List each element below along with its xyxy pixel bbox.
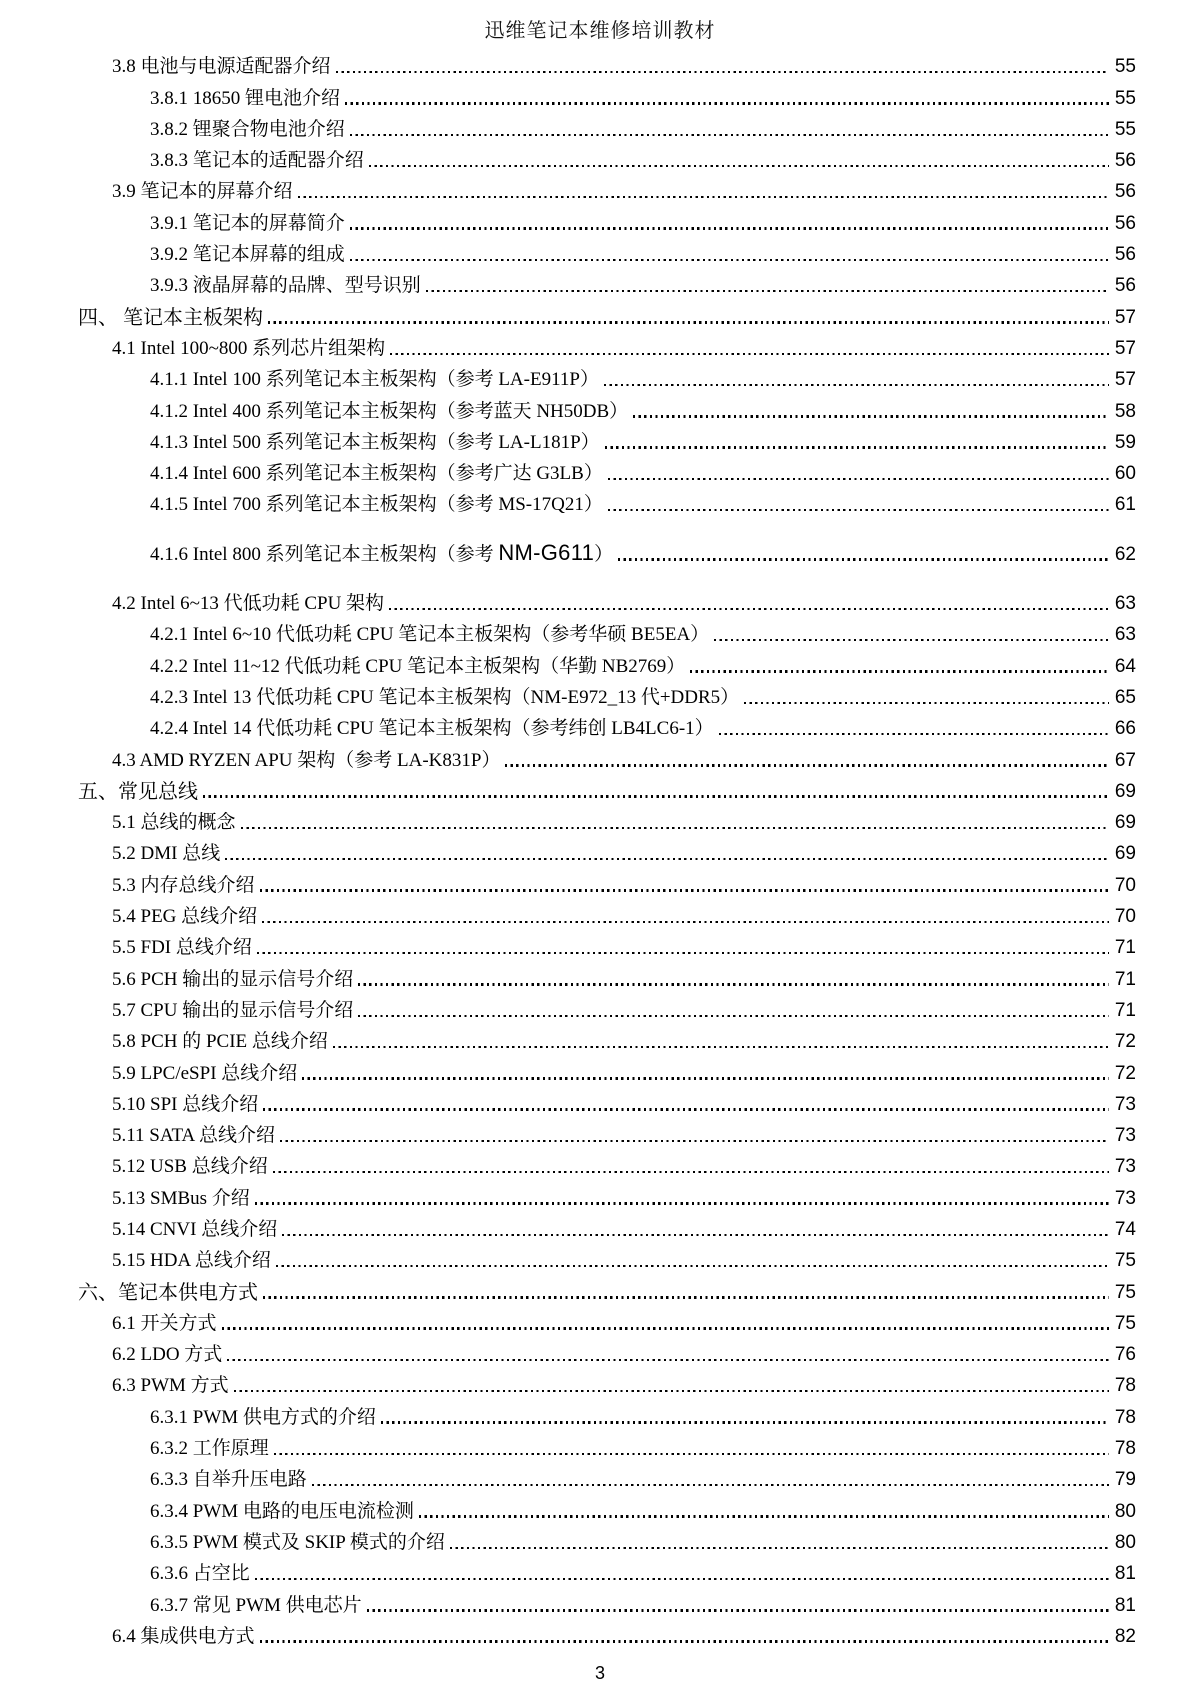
- toc-entry-label: 四、 笔记本主板架构: [78, 306, 263, 329]
- toc-entry-label: 6.3.5 PWM 模式及 SKIP 模式的介绍: [150, 1531, 445, 1553]
- toc-entry-page: 60: [1114, 463, 1136, 485]
- toc-entry-label: 4.2 Intel 6~13 代低功耗 CPU 架构: [112, 593, 385, 615]
- toc-entry[interactable]: [78, 647, 1136, 678]
- toc-entry[interactable]: [78, 1398, 1136, 1429]
- toc-entry-label: 3.8.3 笔记本的适配器介绍: [150, 150, 364, 172]
- dot-leader: [281, 1211, 1112, 1242]
- toc-entry-page: 73: [1114, 1093, 1136, 1115]
- dot-leader: [617, 535, 1112, 566]
- toc-entry-page: 73: [1114, 1187, 1136, 1209]
- toc-entry-page: 59: [1114, 431, 1136, 453]
- toc-entry-label: 4.1.2 Intel 400 系列笔记本主板架构（参考蓝天 NH50DB）: [150, 400, 629, 422]
- toc-entry-label: 6.3.1 PWM 供电方式的介绍: [150, 1406, 376, 1428]
- toc-entry[interactable]: [78, 773, 1136, 804]
- toc-entry-label: 3.9.1 笔记本的屏幕简介: [150, 212, 345, 234]
- toc-entry[interactable]: [78, 79, 1136, 110]
- toc-entry-label: 6.3.4 PWM 电路的电压电流检测: [150, 1500, 414, 1522]
- dot-leader: [332, 1023, 1112, 1054]
- dot-leader: [349, 204, 1112, 235]
- toc-entry-page: 65: [1114, 686, 1136, 708]
- dot-leader: [267, 298, 1112, 329]
- dot-leader: [418, 1492, 1112, 1523]
- dot-leader: [504, 741, 1111, 772]
- toc-entry-label: 5.15 HDA 总线介绍: [112, 1250, 271, 1272]
- toc-entry-page: 63: [1114, 624, 1136, 646]
- toc-entry-label: 6.3.6 占空比: [150, 1563, 250, 1585]
- toc-entry[interactable]: [78, 111, 1136, 142]
- toc-entry-highlight: NM-G611: [498, 539, 595, 565]
- toc-entry-label: 5.8 PCH 的 PCIE 总线介绍: [112, 1031, 328, 1053]
- dot-leader: [256, 929, 1112, 960]
- toc-entry-page: 55: [1114, 56, 1136, 78]
- toc-entry[interactable]: [78, 804, 1136, 835]
- toc-entry[interactable]: [78, 1555, 1136, 1586]
- toc-entry-label: 4.1.6 Intel 800 系列笔记本主板架构（参考 NM-G611）: [150, 539, 614, 565]
- dot-leader: [224, 835, 1112, 866]
- toc-entry-page: 75: [1114, 1250, 1136, 1272]
- toc-entry-page: 56: [1114, 181, 1136, 203]
- toc-entry-page: 69: [1114, 780, 1136, 802]
- toc-entry-label: 5.14 CNVI 总线介绍: [112, 1218, 278, 1240]
- toc-entry-label: 4.2.2 Intel 11~12 代低功耗 CPU 笔记本主板架构（华勤 NB2769）: [150, 655, 686, 677]
- footer-page-number: 3: [594, 1663, 605, 1683]
- dot-leader: [357, 960, 1112, 991]
- toc-entry[interactable]: [78, 267, 1136, 298]
- toc-entry-label: 4.3 AMD RYZEN APU 架构（参考 LA-K831P）: [112, 749, 501, 771]
- dot-leader: [240, 804, 1112, 835]
- dot-leader: [344, 79, 1112, 110]
- dot-leader: [349, 111, 1112, 142]
- toc-entry-label: 5.3 内存总线介绍: [112, 874, 255, 896]
- toc-entry-page: 73: [1114, 1156, 1136, 1178]
- dot-leader: [262, 1273, 1112, 1304]
- toc-entry-label: 3.9.3 液晶屏幕的品牌、型号识别: [150, 275, 421, 297]
- toc-entry[interactable]: [78, 1492, 1136, 1523]
- toc-entry[interactable]: [78, 866, 1136, 897]
- toc-entry-label: 6.1 开关方式: [112, 1312, 217, 1334]
- toc-entry-label: 4.1.1 Intel 100 系列笔记本主板架构（参考 LA-E911P）: [150, 369, 599, 391]
- toc-entry-page: 75: [1114, 1281, 1136, 1303]
- dot-leader: [632, 392, 1112, 423]
- dot-leader: [718, 710, 1112, 741]
- toc-entry[interactable]: [78, 1336, 1136, 1367]
- dot-leader: [388, 585, 1112, 616]
- toc-entry-label: 4.1 Intel 100~800 系列芯片组架构: [112, 337, 386, 359]
- toc-entry-page: 71: [1114, 937, 1136, 959]
- toc-entry-label: 5.11 SATA 总线介绍: [112, 1125, 275, 1147]
- toc-entry[interactable]: [78, 679, 1136, 710]
- dot-leader: [221, 1305, 1112, 1336]
- toc-entry-label: 5.10 SPI 总线介绍: [112, 1093, 259, 1115]
- toc-entry-label: 5.7 CPU 输出的显示信号介绍: [112, 999, 354, 1021]
- toc-entry-label: 六、笔记本供电方式: [78, 1281, 258, 1304]
- toc-entry[interactable]: [78, 1179, 1136, 1210]
- toc-entry-label: 6.3 PWM 方式: [112, 1375, 229, 1397]
- toc-entry[interactable]: [78, 1524, 1136, 1555]
- toc-entry-label: 6.3.7 常见 PWM 供电芯片: [150, 1594, 362, 1616]
- toc-entry-page: 78: [1114, 1406, 1136, 1428]
- toc-entry-page: 69: [1114, 843, 1136, 865]
- toc-entry[interactable]: [78, 298, 1136, 329]
- dot-leader: [449, 1524, 1112, 1555]
- toc-entry-label: 五、常见总线: [78, 780, 198, 803]
- toc-entry-label: 5.1 总线的概念: [112, 812, 236, 834]
- toc-entry-page: 76: [1114, 1344, 1136, 1366]
- toc-entry[interactable]: [78, 330, 1136, 361]
- toc-entry-label: 6.2 LDO 方式: [112, 1344, 223, 1366]
- toc-entry-page: 80: [1114, 1531, 1136, 1553]
- toc-entry-page: 57: [1114, 306, 1136, 328]
- toc-entry-label: 4.2.1 Intel 6~10 代低功耗 CPU 笔记本主板架构（参考华硕 BE5EA）: [150, 624, 710, 646]
- toc-entry-label: 5.5 FDI 总线介绍: [112, 937, 252, 959]
- dot-leader: [311, 1461, 1112, 1492]
- toc-entry[interactable]: [78, 1242, 1136, 1273]
- toc-entry[interactable]: [78, 48, 1136, 79]
- dot-leader: [389, 330, 1112, 361]
- dot-leader: [279, 1117, 1112, 1148]
- toc-entry-page: 56: [1114, 244, 1136, 266]
- dot-leader: [689, 647, 1112, 678]
- toc-entry[interactable]: [78, 142, 1136, 173]
- toc-entry[interactable]: [78, 1023, 1136, 1054]
- toc-entry-page: 81: [1114, 1594, 1136, 1616]
- toc-entry[interactable]: [78, 424, 1136, 455]
- toc-entry-page: 71: [1114, 999, 1136, 1021]
- toc-entry[interactable]: [78, 960, 1136, 991]
- toc-entry-label: 3.9.2 笔记本屏幕的组成: [150, 244, 345, 266]
- dot-leader: [233, 1367, 1112, 1398]
- toc-entry-page: 62: [1114, 543, 1136, 565]
- dot-leader: [357, 992, 1112, 1023]
- toc-entry[interactable]: [78, 1586, 1136, 1617]
- dot-leader: [259, 1618, 1112, 1649]
- toc-entry-label: 5.2 DMI 总线: [112, 843, 221, 865]
- toc-entry-label: 6.3.2 工作原理: [150, 1438, 269, 1460]
- toc-entry[interactable]: [78, 992, 1136, 1023]
- dot-leader: [380, 1398, 1112, 1429]
- toc-entry-label: 4.1.3 Intel 500 系列笔记本主板架构（参考 LA-L181P）: [150, 431, 600, 453]
- toc-entry[interactable]: [78, 929, 1136, 960]
- toc-entry[interactable]: [78, 710, 1136, 741]
- toc-entry-page: 81: [1114, 1563, 1136, 1585]
- toc-entry-page: 67: [1114, 749, 1136, 771]
- dot-leader: [713, 616, 1112, 647]
- toc-entry-page: 78: [1114, 1375, 1136, 1397]
- dot-leader: [254, 1555, 1112, 1586]
- toc-entry-page: 57: [1114, 337, 1136, 359]
- toc-entry-page: 55: [1114, 118, 1136, 140]
- document-title: 迅维笔记本维修培训教材: [484, 20, 716, 42]
- toc-entry[interactable]: [78, 535, 1136, 566]
- toc-entry-label: 4.1.5 Intel 700 系列笔记本主板架构（参考 MS-17Q21）: [150, 494, 603, 516]
- toc-entry-label: 3.8.2 锂聚合物电池介绍: [150, 118, 345, 140]
- dot-leader: [273, 1430, 1112, 1461]
- toc-entry-page: 74: [1114, 1218, 1136, 1240]
- toc-entry-page: 82: [1114, 1625, 1136, 1647]
- page-footer: [0, 1663, 1200, 1684]
- toc-entry-label: 4.2.3 Intel 13 代低功耗 CPU 笔记本主板架构（NM-E972_13 代+DDR5）: [150, 686, 740, 708]
- toc-entry[interactable]: [78, 585, 1136, 616]
- toc-entry[interactable]: [78, 1305, 1136, 1336]
- toc-entry-page: 66: [1114, 718, 1136, 740]
- toc-entry[interactable]: [78, 835, 1136, 866]
- dot-leader: [301, 1054, 1112, 1085]
- toc-entry-page: 72: [1114, 1031, 1136, 1053]
- dot-leader: [202, 773, 1112, 804]
- toc-entry-label: 3.9 笔记本的屏幕介绍: [112, 181, 293, 203]
- toc-entry[interactable]: [78, 898, 1136, 929]
- toc-entry-label: 4.2.4 Intel 14 代低功耗 CPU 笔记本主板架构（参考纬创 LB4LC6-1）: [150, 718, 714, 740]
- toc-entry[interactable]: [78, 1086, 1136, 1117]
- dot-leader: [366, 1586, 1112, 1617]
- toc-entry[interactable]: [78, 1618, 1136, 1649]
- toc-entry[interactable]: [78, 1148, 1136, 1179]
- toc-entry-page: 80: [1114, 1500, 1136, 1522]
- dot-leader: [604, 424, 1112, 455]
- toc-entry[interactable]: [78, 1461, 1136, 1492]
- toc-entry[interactable]: [78, 455, 1136, 486]
- page-header: [0, 14, 1200, 43]
- toc-entry-page: 71: [1114, 968, 1136, 990]
- toc-entry[interactable]: [78, 1273, 1136, 1304]
- toc-entry-page: 58: [1114, 400, 1136, 422]
- toc-entry-label: 5.4 PEG 总线介绍: [112, 906, 258, 928]
- table-of-contents: [78, 48, 1136, 1649]
- toc-entry[interactable]: [78, 616, 1136, 647]
- toc-entry-label: 5.6 PCH 输出的显示信号介绍: [112, 968, 354, 990]
- dot-leader: [262, 1086, 1112, 1117]
- toc-entry[interactable]: [78, 361, 1136, 392]
- toc-entry[interactable]: [78, 204, 1136, 235]
- dot-leader: [607, 455, 1112, 486]
- dot-leader: [254, 1179, 1112, 1210]
- toc-entry-page: 70: [1114, 874, 1136, 896]
- toc-entry[interactable]: [78, 1117, 1136, 1148]
- toc-entry-label: 3.8.1 18650 锂电池介绍: [150, 87, 341, 109]
- toc-entry-label: 3.8 电池与电源适配器介绍: [112, 56, 331, 78]
- toc-entry-label: 5.13 SMBus 介绍: [112, 1187, 250, 1209]
- dot-leader: [425, 267, 1112, 298]
- toc-entry[interactable]: [78, 1054, 1136, 1085]
- toc-entry[interactable]: [78, 741, 1136, 772]
- toc-entry[interactable]: [78, 1430, 1136, 1461]
- dot-leader: [226, 1336, 1112, 1367]
- toc-entry-page: 70: [1114, 906, 1136, 928]
- toc-entry[interactable]: [78, 173, 1136, 204]
- toc-entry-page: 56: [1114, 275, 1136, 297]
- dot-leader: [368, 142, 1112, 173]
- toc-entry-page: 57: [1114, 369, 1136, 391]
- dot-leader: [607, 486, 1112, 517]
- toc-entry-label: 5.12 USB 总线介绍: [112, 1156, 268, 1178]
- toc-entry[interactable]: [78, 1211, 1136, 1242]
- toc-entry-page: 69: [1114, 812, 1136, 834]
- toc-entry-label: 5.9 LPC/eSPI 总线介绍: [112, 1062, 298, 1084]
- dot-leader: [603, 361, 1112, 392]
- toc-entry[interactable]: [78, 1367, 1136, 1398]
- dot-leader: [297, 173, 1112, 204]
- toc-entry-page: 78: [1114, 1438, 1136, 1460]
- toc-entry[interactable]: [78, 392, 1136, 423]
- toc-entry-label: 6.3.3 自举升压电路: [150, 1469, 307, 1491]
- dot-leader: [272, 1148, 1112, 1179]
- toc-entry-page: 73: [1114, 1125, 1136, 1147]
- dot-leader: [743, 679, 1112, 710]
- toc-entry-page: 56: [1114, 212, 1136, 234]
- toc-entry[interactable]: [78, 236, 1136, 267]
- toc-entry-label: 4.1.4 Intel 600 系列笔记本主板架构（参考广达 G3LB）: [150, 463, 603, 485]
- toc-entry[interactable]: [78, 486, 1136, 517]
- toc-entry-page: 64: [1114, 655, 1136, 677]
- toc-entry-page: 72: [1114, 1062, 1136, 1084]
- dot-leader: [275, 1242, 1112, 1273]
- dot-leader: [261, 898, 1112, 929]
- toc-entry-page: 75: [1114, 1312, 1136, 1334]
- toc-entry-page: 63: [1114, 593, 1136, 615]
- toc-entry-page: 56: [1114, 150, 1136, 172]
- toc-entry-page: 55: [1114, 87, 1136, 109]
- dot-leader: [335, 48, 1112, 79]
- toc-entry-label: 6.4 集成供电方式: [112, 1625, 255, 1647]
- toc-entry-page: 79: [1114, 1469, 1136, 1491]
- dot-leader: [259, 866, 1112, 897]
- dot-leader: [349, 236, 1112, 267]
- toc-entry-page: 61: [1114, 494, 1136, 516]
